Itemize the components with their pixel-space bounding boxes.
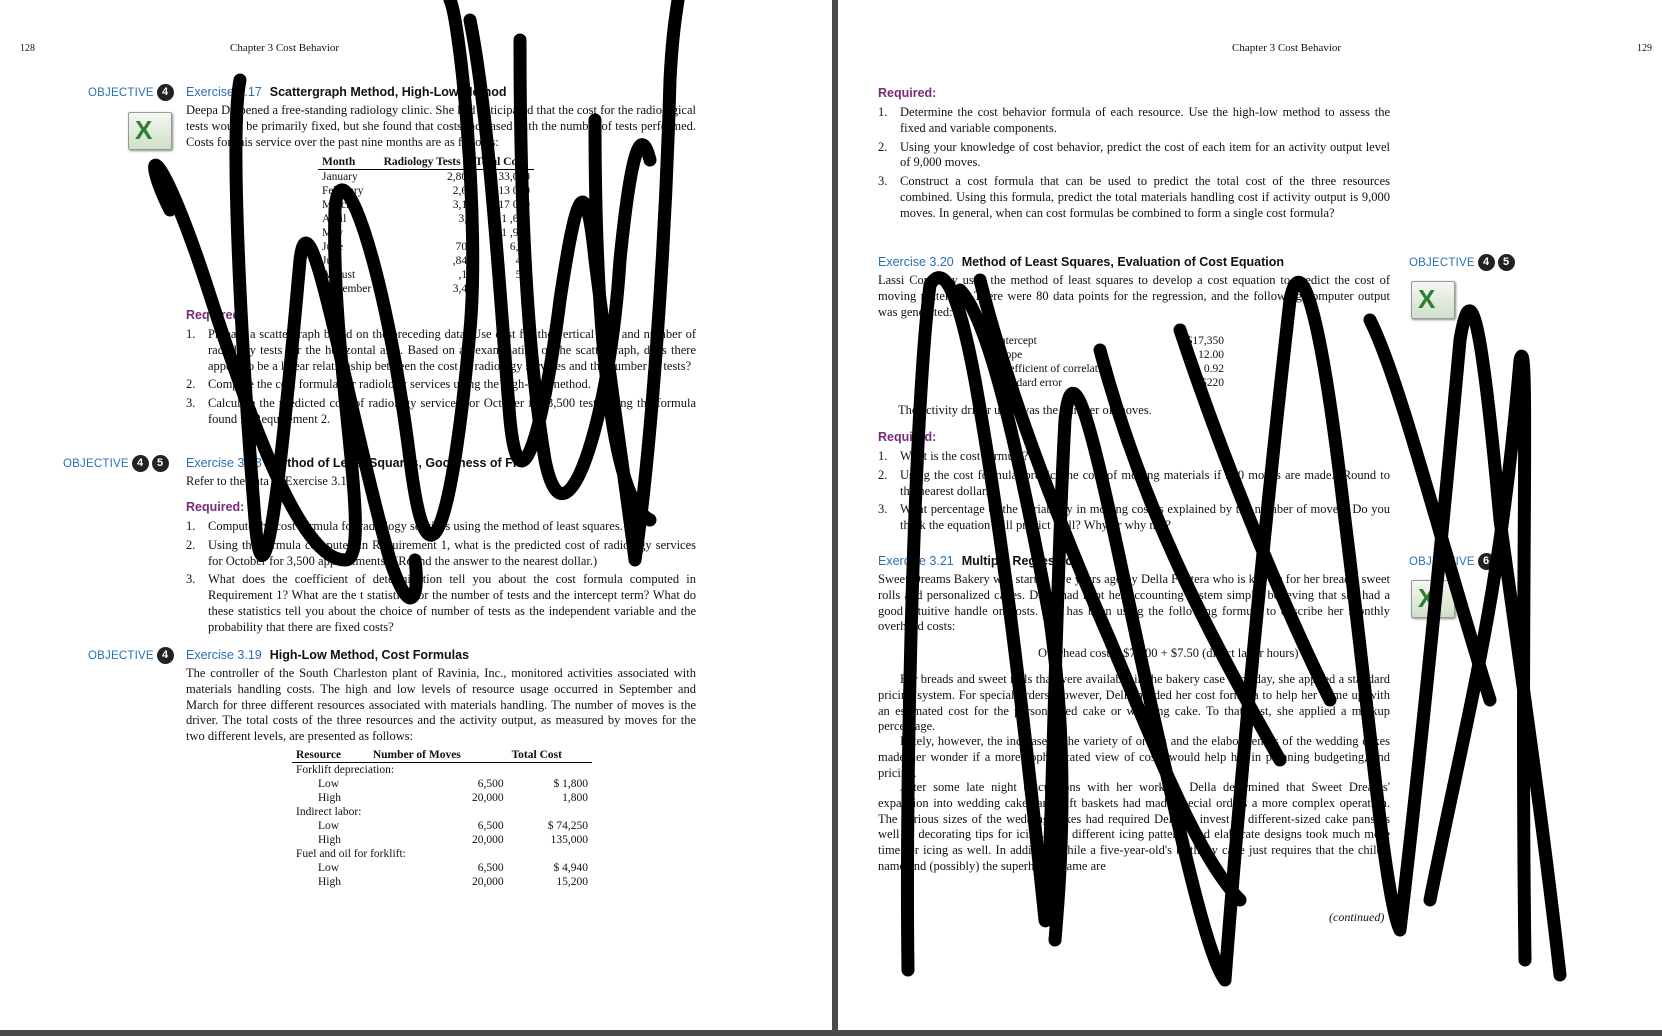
- objective-tag: OBJECTIVE 4 5: [63, 455, 169, 472]
- list-item: 2. Using the formula computed in Requirement 1, what is the predicted cost of radiology services for October for 3,500 appointments? (Round the answer to the nearest dollar.): [186, 537, 696, 568]
- exercise-3-18-title: Exercise 3.18 Method of Least Squares, Goodness of Fit: [186, 456, 521, 470]
- excel-icon[interactable]: X: [1411, 281, 1455, 319]
- table-row: March 3,1 17 000: [322, 199, 530, 211]
- required-heading: Required:: [186, 500, 245, 514]
- list-item: 1. Compute the cost formula for radiology services using the method of least squares.: [186, 519, 623, 533]
- list-item: 3. What percentage of the variability in moving cost is explained by the number of moves? Do you think the equation will predict well? Why or why not?: [878, 502, 1390, 533]
- driver-note: The activity driver used was the number of moves.: [898, 403, 1152, 417]
- table-row: Slope 12.00: [996, 349, 1224, 361]
- table-row: Low 6,500 $ 74,250: [318, 820, 588, 832]
- required-heading: Required:: [186, 308, 245, 322]
- table-group-row: Forklift depreciation:: [296, 764, 395, 776]
- table-row: High 20,000 1,800: [318, 792, 588, 804]
- table-group-row: Indirect labor:: [296, 806, 362, 818]
- excel-icon[interactable]: X: [128, 112, 172, 150]
- list-item: 3. Calculate the predicted cost of radiology services for October for 3,500 tests using the formula found in Requirement 2.: [186, 396, 696, 426]
- list-item: 3. Construct a cost formula that can be used to predict the total cost of the three resources combined. Using this formula, predict the total materials handling cost if activity output is 9,000 moves. In general, when can cost formulas be combined to form a single cost formula?: [878, 174, 1390, 220]
- exercise-3-20-requirements: [878, 449, 1390, 537]
- continued-note: (continued): [1329, 910, 1385, 924]
- objective-tag: OBJECTIVE 4 5: [1409, 254, 1515, 271]
- table-row: July ,84 4,4: [322, 255, 530, 267]
- objective-tag: OBJECTIVE 6: [1409, 553, 1495, 570]
- materials-handling-table: Resource Number of Moves Total Cost Forklift depreciation: Low 6,500 $ 1,800 High 20,000 1,800 Indirect labor: Low 6,500 $ 74,250 High 20,000 135,000 Fuel and oil for forklift: Low 6,500 $ 4,940 High 20,000 15,200: [292, 748, 592, 889]
- list-item: 2. Compute the cost formula for radiology services using the high-low method.: [186, 377, 591, 392]
- list-item: 1. Prepare a scattergraph based on the preceding data. Use cost for the vertical axis and number of radiology tests for the horizontal axis. Based on an examination of the scattergraph, does there appear to be a linear relationship between the cost of radiology services and the number of tests?: [186, 327, 696, 373]
- exercise-3-17-intro: Deepa D opened a free-standing radiology clinic. She had anticipated that the cost for the radiological tests would be primarily fixed, but she found that costs increased with the number of tests performed. Costs for this service over the past nine months are as follows:: [186, 103, 696, 149]
- radiology-cost-table: Month Radiology Tests Total Cost January 2,80 $133,000 February 2,6 13 060 March 3,1 17 000 April 3, 1 ,600 May 1 ,900 June 70 6,60 July ,84 4,4 August ,1 5,5 September 3,4 5,: [318, 155, 534, 296]
- objective-tag: OBJECTIVE 4: [88, 84, 174, 101]
- right-page: [838, 0, 1662, 1030]
- table-row: May 1 ,900: [322, 227, 530, 239]
- list-item: 2. Using the cost formula, predict the cost of moving materials if 340 moves are made. (Round to the nearest dollar.): [878, 467, 1390, 498]
- table-body: [318, 170, 534, 297]
- list-item: 1. What is the cost formula?: [878, 449, 1029, 463]
- table-row: Low 6,500 $ 1,800: [318, 778, 588, 790]
- table-row: Low 6,500 $ 4,940: [318, 862, 588, 874]
- exercise-3-19-title: Exercise 3.19 High-Low Method, Cost Formulas: [186, 648, 470, 662]
- exercise-3-17-title: Exercise 3.17 Scattergraph Method, High-Low Method: [186, 85, 507, 99]
- table-row: June 70 6,60: [322, 241, 530, 253]
- exercise-3-21-title: Exercise 3.21 Multiple Regression: [878, 554, 1081, 568]
- table-row: January 2,80 $133,000: [322, 171, 530, 183]
- table-row: September 3,4 5,: [322, 283, 530, 295]
- table-group-row: Fuel and oil for forklift:: [296, 848, 406, 860]
- table-body: [292, 763, 592, 890]
- table-row: April 3, 1 ,600: [322, 213, 530, 225]
- table-row: Intercept $17,350: [996, 335, 1224, 347]
- running-head: Chapter 3 Cost Behavior: [1232, 42, 1342, 54]
- exercise-3-21-paragraph: Lately, however, the increase in the variety of orders and the elaborateness of the wedding cakes made her wonder if a more sophisticated view of costs would help her in planning budgeting, and pricing.: [878, 734, 1390, 780]
- exercise-3-20-title: Exercise 3.20 Method of Least Squares, Evaluation of Cost Equation: [878, 255, 1284, 269]
- exercise-3-19-intro: The controller of the South Charleston plant of Ravinia, Inc., monitored activities associated with materials handling costs. The high and low levels of resource usage occurred in September and March for three different resources associated with materials handling. The number of moves is the driver. The total costs of the three resources and the activity output, as measured by moves for the two different levels, are presented as follows:: [186, 666, 696, 744]
- table-row: August ,1 5,5: [322, 269, 530, 281]
- table-row: Standard error $220: [996, 377, 1224, 389]
- running-head: Chapter 3 Cost Behavior: [230, 42, 340, 54]
- list-item: 2. Using your knowledge of cost behavior, predict the cost of each item for an activity output level of 9,000 moves.: [878, 139, 1390, 170]
- page-number: 128: [20, 43, 35, 54]
- required-heading: Required:: [878, 86, 937, 100]
- exercise-3-18-intro: Refer to the data in Exercise 3.17.: [186, 474, 357, 488]
- exercise-3-20-intro: Lassi Company used the method of least squares to develop a cost equation to predict the cost of moving materials. There were 80 data points for the regression, and the following computer output was generated:: [878, 273, 1390, 319]
- table-body: [992, 334, 1228, 390]
- overhead-cost-formula: Overhead cost = $7,800 + $7.50 (direct labor hours): [1038, 646, 1299, 660]
- table-row: Coefficient of correlation 0.92: [996, 363, 1224, 375]
- exercise-3-19-requirements: [878, 105, 1390, 225]
- table-row: High 20,000 135,000: [318, 834, 588, 846]
- regression-output-table: [992, 334, 1228, 390]
- list-item: 3. What does the coefficient of determination tell you about the cost formula computed in Requirement 1? What are the t statistics for the number of tests and the intercept term? What do these statistics tell you about the choice of number of tests as the independent variable and the probability that there are fixed costs?: [186, 572, 696, 634]
- left-page: [0, 0, 832, 1030]
- exercise-3-21-paragraph: For breads and sweet rolls that were available in the bakery case each day, she applied a standard pricing system. For special orders, however, Della needed her cost formula to help her come up with an estimated cost for the personalized cake or wedding cake. To that cost, she applied a markup percentage.: [878, 672, 1390, 734]
- objective-tag: OBJECTIVE 4: [88, 647, 174, 664]
- exercise-3-21-intro: Sweet Dreams Bakery was started five years ago by Della Fontera who is known for her breads, sweet rolls and personalized cakes. Della had kept her accounting system simple, believing that she had a good intuitive handle on costs. She has been using the following formula to describe her monthly overhead costs:: [878, 572, 1390, 634]
- table-row: February 2,6 13 060: [322, 185, 530, 197]
- excel-icon[interactable]: X: [1411, 580, 1455, 618]
- exercise-3-17-requirements: [186, 327, 696, 431]
- table-row: High 20,000 15,200: [318, 876, 588, 888]
- list-item: 1. Determine the cost behavior formula of each resource. Use the high-low method to assess the fixed and variable components.: [878, 105, 1390, 135]
- page-number: 129: [1637, 43, 1652, 54]
- exercise-3-21-paragraph: After some late night discussions with her workers, Della determined that Sweet Dreams' expansion into wedding cakes and gift baskets had made special orders a more complex operation. The various sizes of the wedding cakes had required Della to invest in different-sized cake pans as well as decorating tips for icing. The different icing patterns and elaborate designs took much more time for icing as well. In addition, while a five-year-old's birthday cake just requires that the child's name and (possibly) the superhero's name are: [878, 780, 1390, 873]
- required-heading: Required:: [878, 430, 937, 444]
- exercise-3-18-requirements: [186, 519, 696, 639]
